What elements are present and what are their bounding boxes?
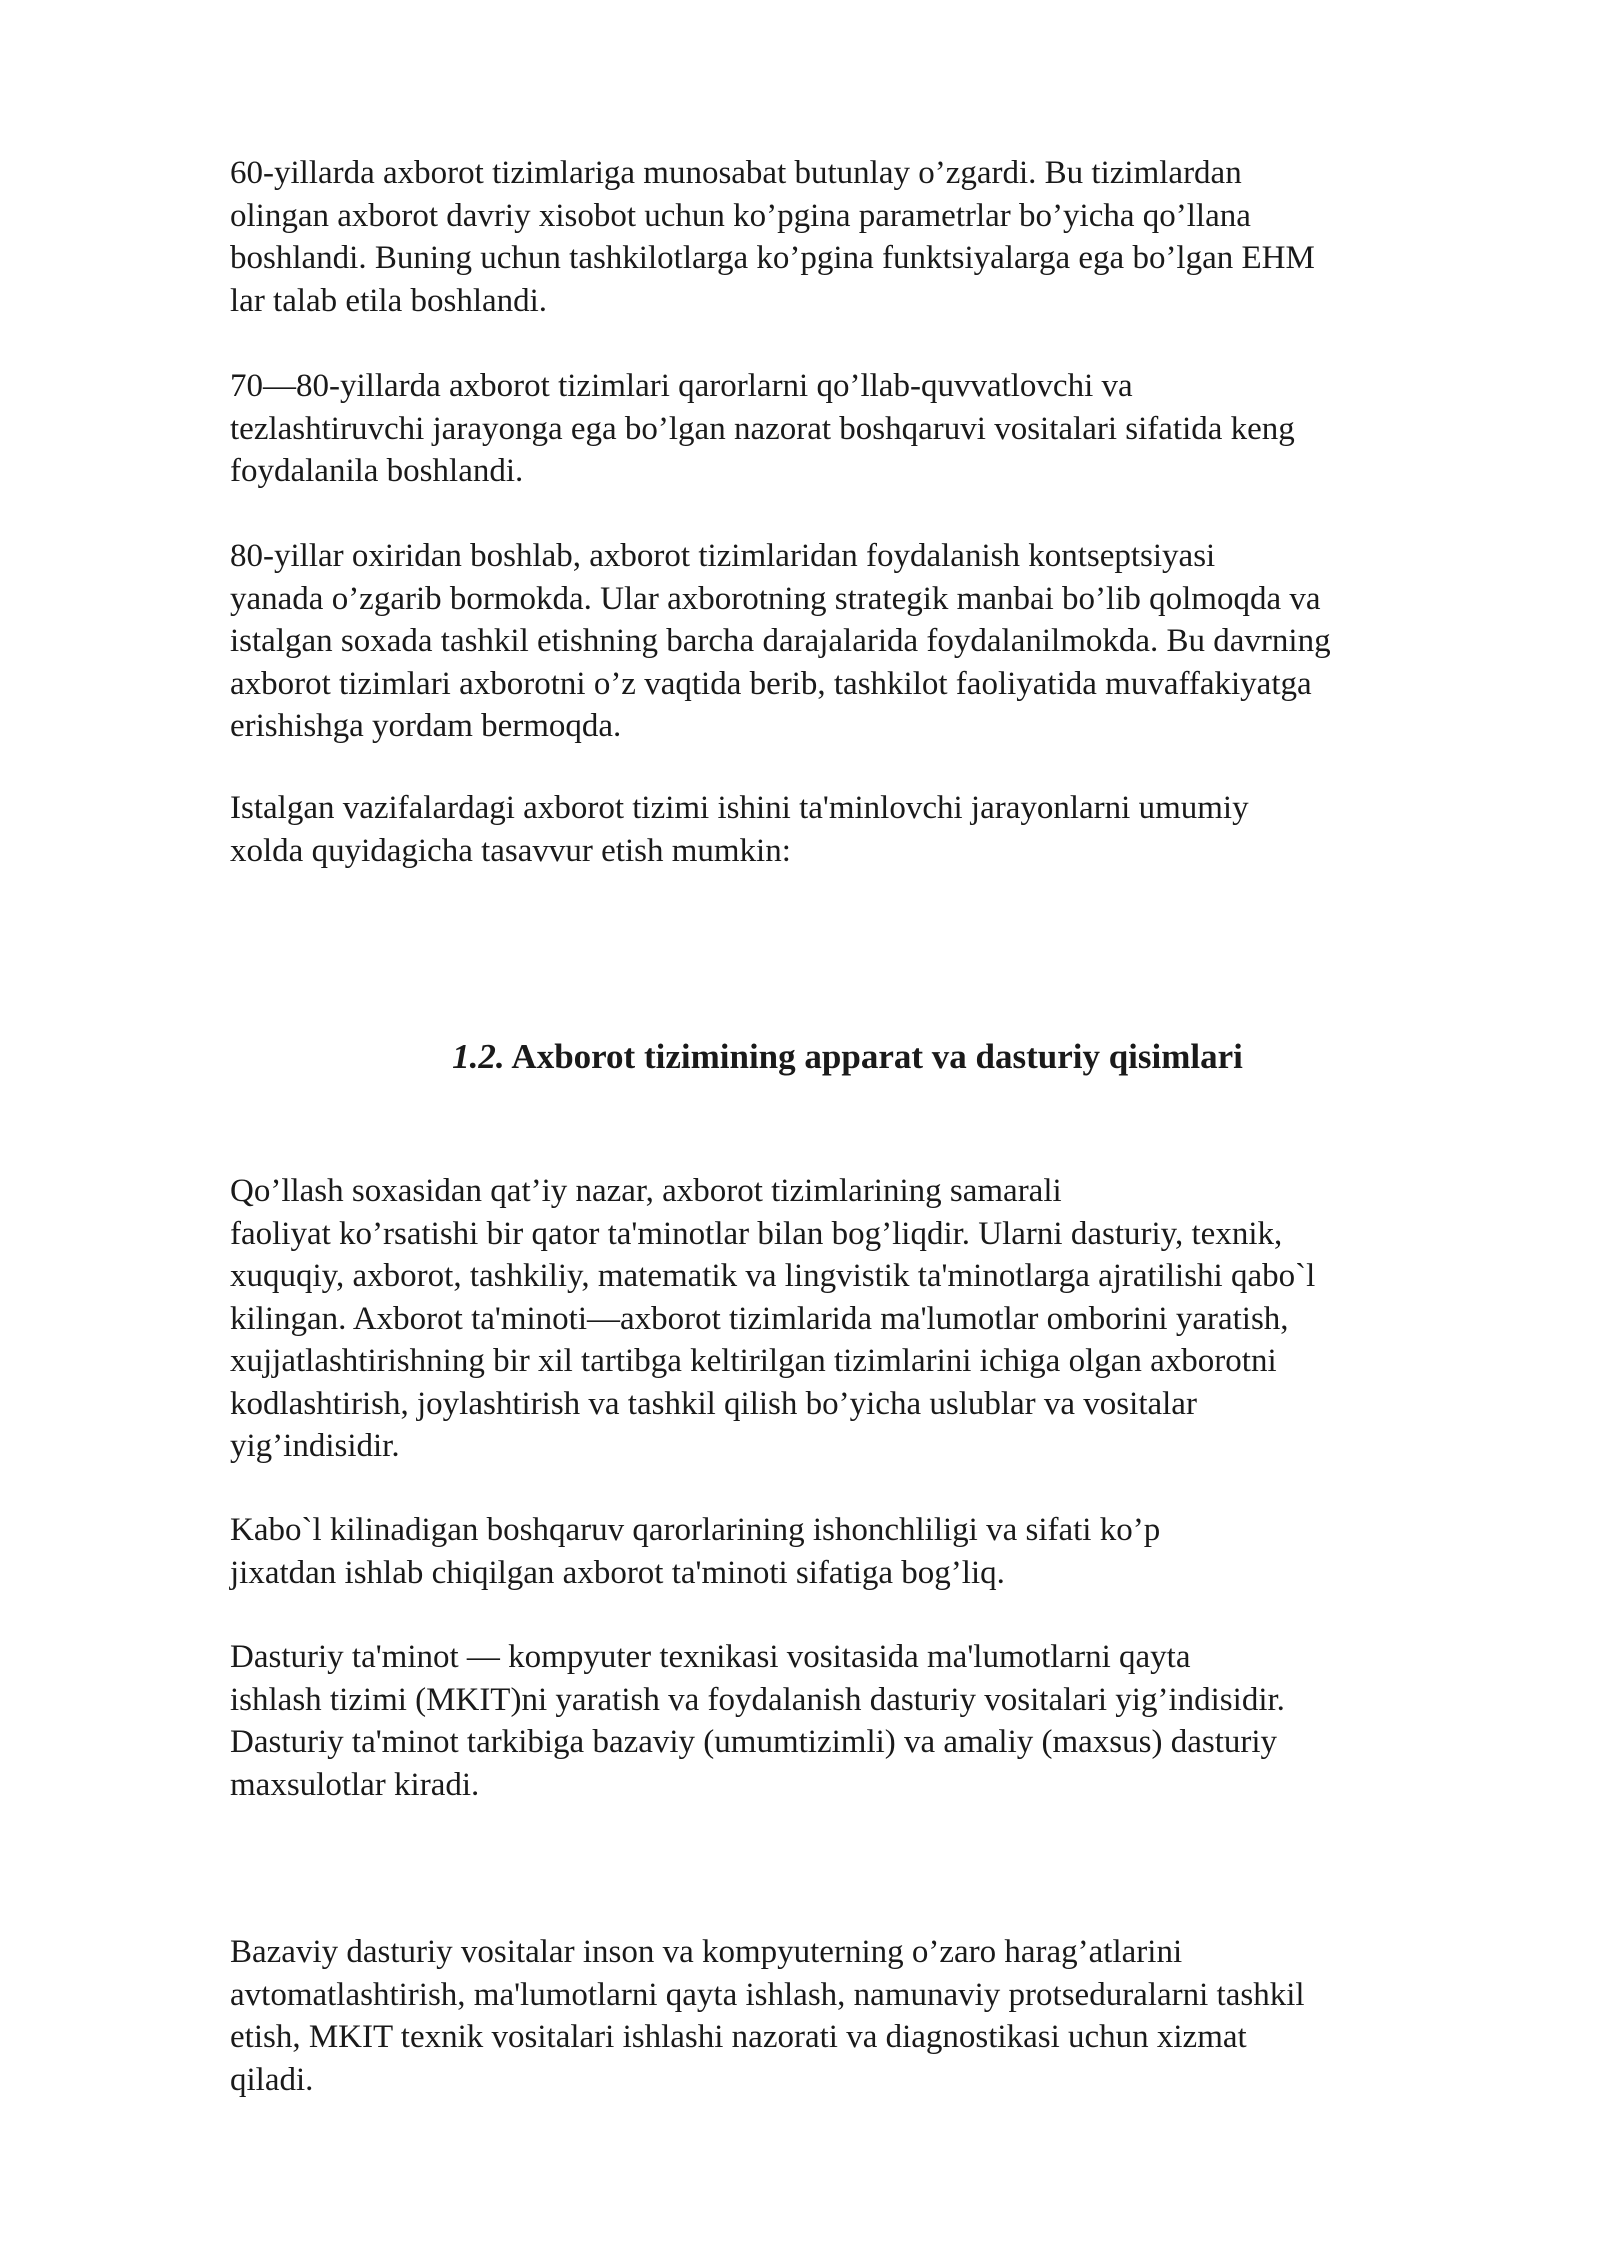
- paragraph-qollash-soxasi: Qo’llash soxasidan qat’iy nazar, axborot tizimlarining samarali faoliyat ko’rsatishi bir qator ta'minotlar bilan bog’liqdir. Ularni dasturiy, texnik, xuquqiy, axborot, tashkiliy, matematik va lingvistik ta'minotlarga ajratilishi qabo`l kilingan. Axborot ta'minoti—axborot tizimlarida ma'lumotlar omborini yaratish, xujjatlashtirishning bir xil tartibga keltirilgan tizimlarini ichiga olgan axborotni kodlashtirish, joylashtirish va tashkil qilish bo’yicha uslublar va vositalar yig’indisidir.: [230, 1173, 1316, 1464]
- section-heading: [0, 1035, 1600, 1079]
- paragraph-80-yillar: 80-yillar oxiridan boshlab, axborot tizimlaridan foydalanish kontseptsiyasi yanada o’zgarib bormokda. Ular axborotning strategik manbai bo’lib qolmoqda va istalgan soxada tashkil etishning barcha darajalarida foydalanilmokda. Bu davrning axborot tizimlari axborotni o’z vaqtida berib, tashkilot faoliyatida muvaffakiyatga erishishga yordam bermoqda.: [230, 538, 1331, 744]
- paragraph-istalgan-vazifalar: Istalgan vazifalardagi axborot tizimi ishini ta'minlovchi jarayonlarni umumiy xolda quyidagicha tasavvur etish mumkin:: [230, 790, 1249, 869]
- section-number: 1.2.: [452, 1037, 505, 1076]
- paragraph-70-80-yillar: 70—80-yillarda axborot tizimlari qarorlarni qo’llab-quvvatlovchi va tezlashtiruvchi jarayonga ega bo’lgan nazorat boshqaruvi vositalari sifatida keng foydalanila boshlandi.: [230, 368, 1295, 489]
- paragraph-kabol-qarorlar: Kabo`l kilinadigan boshqaruv qarorlarining ishonchliligi va sifati ko’p jixatdan ishlab chiqilgan axborot ta'minoti sifatiga bog’liq.: [230, 1512, 1161, 1591]
- paragraph-60-yillar: 60-yillarda axborot tizimlariga munosabat butunlay o’zgardi. Bu tizimlardan olingan axborot davriy xisobot uchun ko’pgina parametrlar bo’yicha qo’llana boshlandi. Buning uchun tashkilotlarga ko’pgina funktsiyalarga ega bo’lgan EHM lar talab etila boshlandi.: [230, 155, 1315, 319]
- paragraph-dasturiy-taminot: Dasturiy ta'minot — kompyuter texnikasi vositasida ma'lumotlarni qayta ishlash tizimi (MKIT)ni yaratish va foydalanish dasturiy vositalari yig’indisidir. Dasturiy ta'minot tarkibiga bazaviy (umumtizimli) va amaliy (maxsus) dasturiy maxsulotlar kiradi.: [230, 1639, 1285, 1803]
- section-title: Axborot tizimining apparat va dasturiy qisimlari: [504, 1037, 1243, 1076]
- paragraph-bazaviy-dasturiy: Bazaviy dasturiy vositalar inson va kompyuterning o’zaro harag’atlarini avtomatlashtirish, ma'lumotlarni qayta ishlash, namunaviy protseduralarni tashkil etish, MKIT texnik vositalari ishlashi nazorati va diagnostikasi uchun xizmat qiladi.: [230, 1934, 1305, 2098]
